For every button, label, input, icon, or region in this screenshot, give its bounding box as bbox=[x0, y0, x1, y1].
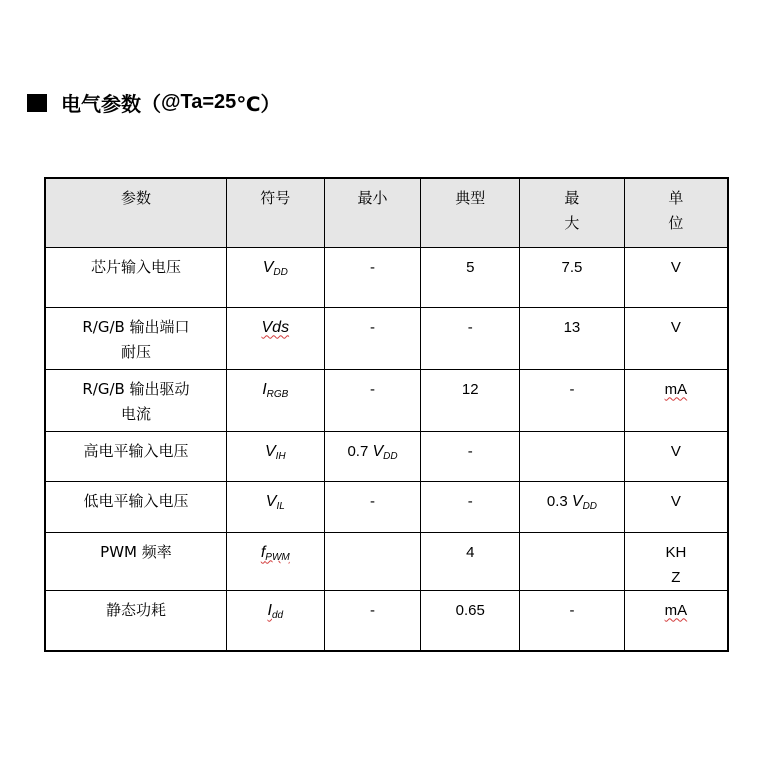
unit-line2: Z bbox=[671, 568, 681, 586]
cell-typ: 12 bbox=[421, 369, 520, 431]
header-max-line2: 大 bbox=[564, 214, 580, 232]
cell-param: PWM 频率 bbox=[45, 532, 226, 590]
cell-unit: V bbox=[624, 481, 728, 532]
cell-symbol bbox=[226, 481, 324, 532]
table-row bbox=[45, 431, 728, 481]
header-typ: 典型 bbox=[421, 178, 520, 247]
symbol-main: V bbox=[262, 258, 274, 276]
symbol-sub: PWM bbox=[265, 551, 290, 563]
cell-max: 7.5 bbox=[520, 247, 625, 307]
header-unit bbox=[624, 178, 728, 247]
cell-unit bbox=[624, 369, 728, 431]
cell-param: 静态功耗 bbox=[45, 590, 226, 651]
table-row bbox=[45, 369, 728, 431]
symbol-main: f bbox=[260, 543, 266, 561]
cell-typ: - bbox=[421, 307, 520, 369]
cell-param: 低电平输入电压 bbox=[45, 481, 226, 532]
cell-max: 13 bbox=[520, 307, 625, 369]
cell-max bbox=[520, 431, 625, 481]
cell-param bbox=[45, 307, 226, 369]
min-value: 0.7 bbox=[347, 442, 369, 460]
cell-max bbox=[520, 532, 625, 590]
header-unit-line2: 位 bbox=[668, 214, 684, 232]
cell-min: - bbox=[324, 590, 421, 651]
cell-unit bbox=[624, 590, 728, 651]
heading-unit-suffix: ℃） bbox=[236, 92, 281, 116]
max-ref-sub: DD bbox=[582, 500, 598, 512]
header-unit-line1: 单 bbox=[668, 189, 684, 207]
section-heading bbox=[27, 88, 281, 117]
cell-typ: - bbox=[421, 431, 520, 481]
cell-symbol bbox=[226, 532, 324, 590]
symbol-main: V bbox=[265, 492, 277, 510]
cell-typ: - bbox=[421, 481, 520, 532]
cell-unit: V bbox=[624, 307, 728, 369]
cell-unit: V bbox=[624, 431, 728, 481]
min-ref-main: V bbox=[372, 442, 384, 460]
table-row bbox=[45, 532, 728, 590]
symbol-main: V bbox=[264, 442, 276, 460]
cell-min bbox=[324, 532, 421, 590]
cell-param bbox=[45, 369, 226, 431]
cell-min bbox=[324, 431, 421, 481]
cell-typ: 0.65 bbox=[421, 590, 520, 651]
electrical-parameters-table bbox=[44, 177, 729, 652]
cell-min: - bbox=[324, 369, 421, 431]
symbol-main: I bbox=[262, 380, 267, 398]
table-row bbox=[45, 481, 728, 532]
min-ref-sub: DD bbox=[383, 450, 398, 462]
symbol-sub: IH bbox=[275, 450, 286, 462]
param-line1: R/G/B 输出驱动 bbox=[82, 379, 190, 398]
table-row bbox=[45, 307, 728, 369]
black-square-icon bbox=[27, 94, 47, 112]
header-max-line1: 最 bbox=[564, 189, 580, 207]
header-symbol: 符号 bbox=[226, 178, 324, 247]
cell-symbol bbox=[226, 431, 324, 481]
cell-symbol bbox=[226, 590, 324, 651]
cell-min: - bbox=[324, 481, 421, 532]
max-ref-main: V bbox=[571, 492, 583, 510]
cell-symbol bbox=[226, 369, 324, 431]
cell-symbol bbox=[226, 307, 324, 369]
header-param: 参数 bbox=[45, 178, 226, 247]
max-value: 0.3 bbox=[546, 492, 568, 510]
symbol-sub: IL bbox=[276, 500, 285, 512]
symbol-sub: RGB bbox=[266, 388, 289, 400]
cell-max: - bbox=[520, 369, 625, 431]
cell-typ: 4 bbox=[421, 532, 520, 590]
cell-symbol bbox=[226, 247, 324, 307]
cell-min: - bbox=[324, 247, 421, 307]
table-header-row bbox=[45, 178, 728, 247]
param-line2: 电流 bbox=[120, 404, 151, 423]
symbol-sub: dd bbox=[271, 609, 284, 621]
param-line2: 耐压 bbox=[120, 342, 151, 361]
cell-max bbox=[520, 481, 625, 532]
cell-unit bbox=[624, 532, 728, 590]
cell-max: - bbox=[520, 590, 625, 651]
param-line1: R/G/B 输出端口 bbox=[82, 317, 190, 336]
unit-text: mA bbox=[664, 601, 688, 619]
symbol-main: I bbox=[267, 601, 272, 619]
unit-text: mA bbox=[664, 380, 688, 398]
cell-param: 芯片输入电压 bbox=[45, 247, 226, 307]
symbol-main: Vds bbox=[261, 318, 290, 336]
cell-min: - bbox=[324, 307, 421, 369]
table-row bbox=[45, 247, 728, 307]
cell-param: 高电平输入电压 bbox=[45, 431, 226, 481]
symbol-sub: DD bbox=[273, 266, 288, 278]
heading-condition: @Ta=25 bbox=[161, 91, 237, 113]
header-max bbox=[520, 178, 625, 247]
cell-unit: V bbox=[624, 247, 728, 307]
cell-typ: 5 bbox=[421, 247, 520, 307]
heading-prefix: 电气参数（ bbox=[61, 92, 161, 116]
header-min: 最小 bbox=[324, 178, 421, 247]
unit-line1: KH bbox=[665, 543, 687, 561]
table-row bbox=[45, 590, 728, 651]
